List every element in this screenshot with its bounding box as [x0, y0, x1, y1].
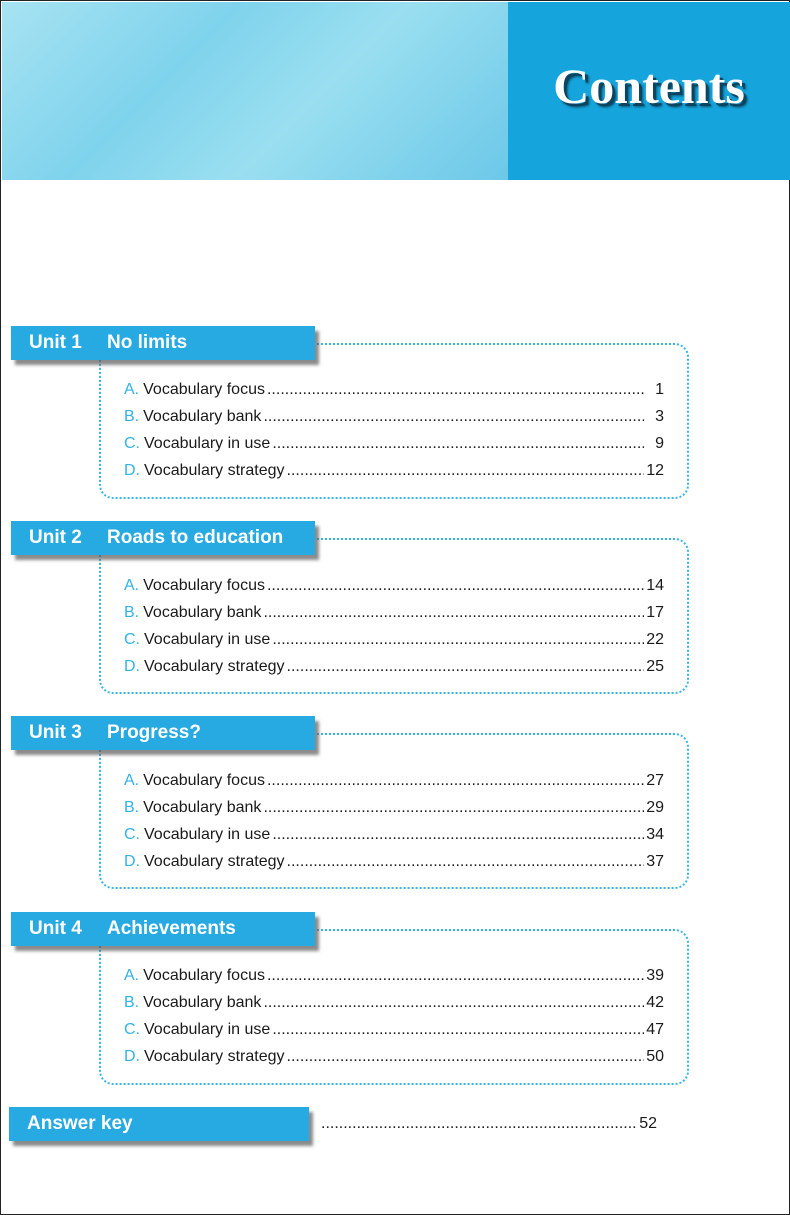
entry-letter: A. — [124, 577, 140, 594]
entry-letter: A. — [124, 772, 140, 789]
unit-number: Unit 1 — [29, 332, 82, 353]
entry-label: Vocabulary bank — [143, 994, 262, 1011]
entry-label: Vocabulary strategy — [144, 462, 285, 479]
entry-label: Vocabulary bank — [143, 408, 262, 425]
entry-label: Vocabulary in use — [144, 1021, 271, 1038]
leader-dots — [272, 631, 644, 649]
entry-label: Vocabulary in use — [144, 826, 271, 843]
answer-key-tab[interactable] — [9, 1107, 309, 1141]
leader-dots — [272, 1021, 644, 1039]
toc-entry[interactable] — [124, 772, 664, 799]
unit-items-1 — [124, 381, 664, 489]
leader-dots — [263, 994, 644, 1012]
toc-entry[interactable] — [124, 853, 664, 880]
leader-dots — [267, 577, 644, 595]
header-banner-left — [2, 2, 508, 180]
entry-page: 47 — [646, 1021, 664, 1038]
leader-dots — [287, 462, 644, 480]
entry-label: Vocabulary in use — [144, 631, 271, 648]
entry-label: Vocabulary in use — [144, 435, 271, 452]
entry-letter: C. — [124, 826, 140, 843]
toc-entry[interactable] — [124, 658, 664, 685]
entry-page: 25 — [646, 658, 664, 675]
toc-entry[interactable] — [124, 408, 664, 435]
toc-entry[interactable] — [124, 1048, 664, 1075]
entry-page: 1 — [655, 381, 664, 398]
leader-dots — [272, 435, 644, 453]
entry-label: Vocabulary focus — [143, 577, 265, 594]
unit-items-2 — [124, 577, 664, 685]
unit-tab-3[interactable] — [11, 716, 315, 750]
unit-number: Unit 3 — [29, 722, 82, 743]
toc-entry[interactable] — [124, 799, 664, 826]
entry-label: Vocabulary strategy — [144, 1048, 285, 1065]
leader-dots — [263, 799, 644, 817]
leader-dots — [287, 658, 644, 676]
leader-dots — [267, 772, 644, 790]
toc-entry[interactable] — [124, 826, 664, 853]
entry-page: 3 — [655, 408, 664, 425]
leader-dots — [321, 1115, 637, 1133]
leader-dots — [267, 381, 644, 399]
unit-tab-4[interactable] — [11, 912, 315, 946]
unit-tab-2[interactable] — [11, 521, 315, 555]
unit-items-3 — [124, 772, 664, 880]
page-title: Contents — [553, 58, 745, 114]
entry-letter: B. — [124, 994, 140, 1011]
entry-page: 52 — [639, 1115, 657, 1132]
toc-entry[interactable] — [124, 381, 664, 408]
toc-entry[interactable] — [124, 604, 664, 631]
unit-tab-1[interactable] — [11, 326, 315, 360]
entry-page: 42 — [646, 994, 664, 1011]
entry-page: 17 — [646, 604, 664, 621]
entry-letter: D. — [124, 462, 140, 479]
unit-number: Unit 4 — [29, 918, 82, 939]
toc-entry[interactable] — [124, 462, 664, 489]
entry-page: 14 — [646, 577, 664, 594]
toc-entry[interactable] — [124, 994, 664, 1021]
entry-letter: A. — [124, 967, 140, 984]
entry-page: 22 — [646, 631, 664, 648]
leader-dots — [287, 1048, 644, 1066]
entry-letter: D. — [124, 658, 140, 675]
unit-items-4 — [124, 967, 664, 1075]
entry-page: 29 — [646, 799, 664, 816]
entry-label: Vocabulary strategy — [144, 853, 285, 870]
entry-letter: D. — [124, 1048, 140, 1065]
leader-dots — [263, 408, 644, 426]
unit-name: Progress? — [107, 722, 201, 743]
unit-number: Unit 2 — [29, 527, 82, 548]
entry-letter: B. — [124, 799, 140, 816]
entry-label: Vocabulary focus — [143, 381, 265, 398]
unit-name: Roads to education — [107, 527, 284, 548]
entry-page: 37 — [646, 853, 664, 870]
entry-letter: B. — [124, 604, 140, 621]
entry-letter: A. — [124, 381, 140, 398]
entry-page: 34 — [646, 826, 664, 843]
leader-dots — [272, 826, 644, 844]
entry-label: Vocabulary focus — [143, 967, 265, 984]
toc-entry[interactable] — [124, 631, 664, 658]
entry-label: Vocabulary strategy — [144, 658, 285, 675]
entry-letter: C. — [124, 1021, 140, 1038]
entry-label: Vocabulary focus — [143, 772, 265, 789]
answer-key-entry[interactable] — [321, 1115, 657, 1137]
answer-key-label: Answer key — [27, 1113, 133, 1134]
entry-page: 12 — [646, 462, 664, 479]
toc-entry[interactable] — [124, 577, 664, 604]
unit-name: No limits — [107, 332, 188, 353]
entry-label: Vocabulary bank — [143, 799, 262, 816]
entry-page: 9 — [655, 435, 664, 452]
leader-dots — [263, 604, 644, 622]
entry-page: 27 — [646, 772, 664, 789]
entry-letter: D. — [124, 853, 140, 870]
leader-dots — [267, 967, 644, 985]
unit-name: Achievements — [107, 918, 236, 939]
leader-dots — [287, 853, 644, 871]
entry-page: 50 — [646, 1048, 664, 1065]
entry-letter: C. — [124, 435, 140, 452]
toc-entry[interactable] — [124, 967, 664, 994]
entry-letter: B. — [124, 408, 140, 425]
toc-entry[interactable] — [124, 435, 664, 462]
entry-letter: C. — [124, 631, 140, 648]
entry-page: 39 — [646, 967, 664, 984]
entry-label: Vocabulary bank — [143, 604, 262, 621]
toc-entry[interactable] — [124, 1021, 664, 1048]
